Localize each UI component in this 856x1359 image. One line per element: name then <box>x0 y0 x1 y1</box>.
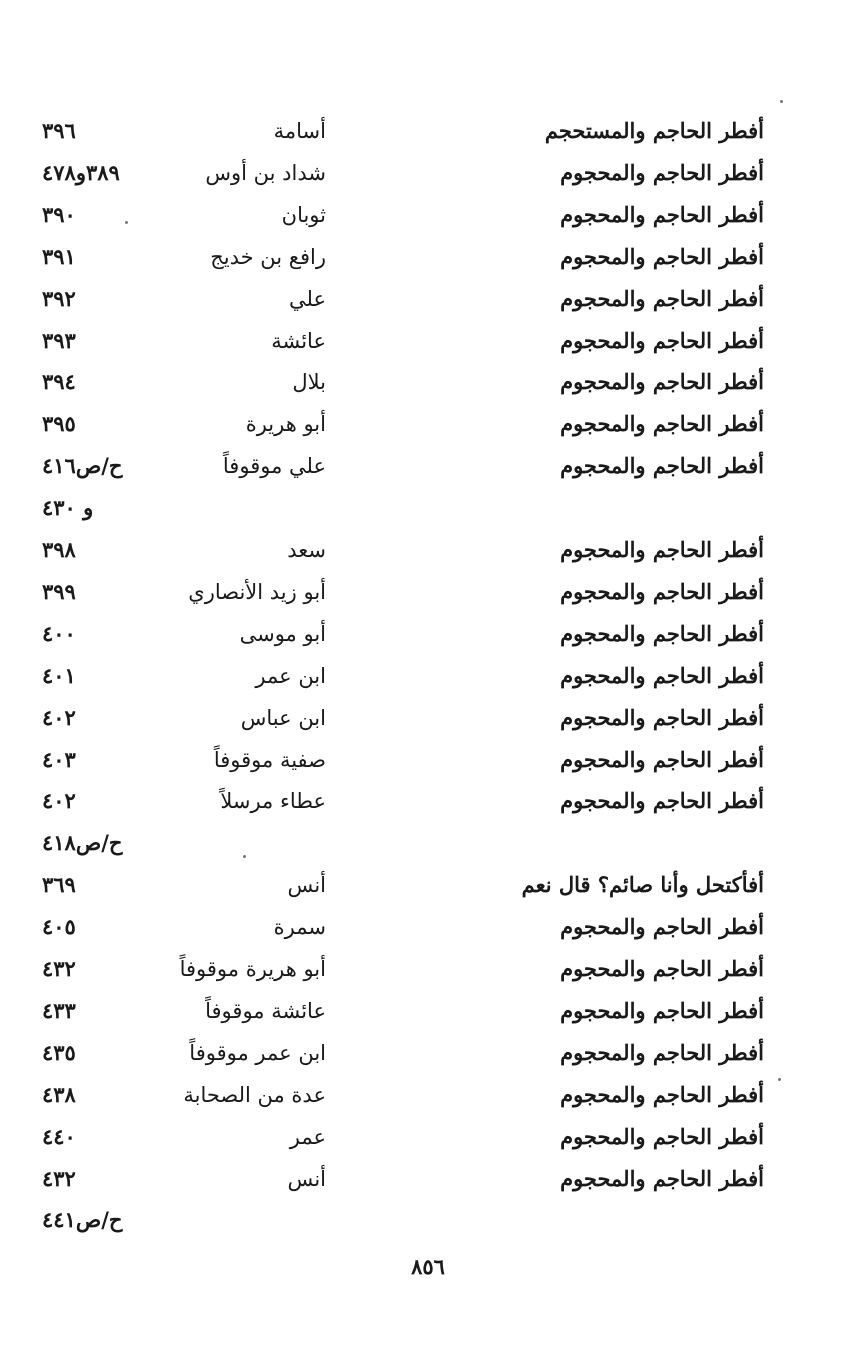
index-row <box>0 236 856 278</box>
reference-number: ٣٩٥ <box>42 411 76 436</box>
hadith-text: أفطر الحاجم والمحجوم <box>560 621 764 646</box>
narrator-name: ابن عباس <box>240 706 326 730</box>
scan-speck <box>780 100 783 103</box>
index-row <box>0 822 856 864</box>
narrator-name: عطاء مرسلاً <box>220 789 326 813</box>
index-row <box>0 906 856 948</box>
hadith-text <box>404 822 764 864</box>
reference-number: ٣٩٣ <box>42 328 76 353</box>
hadith-text: أفطر الحاجم والمحجوم <box>560 1124 764 1149</box>
scan-speck <box>778 1078 781 1081</box>
narrator-name: ابن عمر موقوفاً <box>189 1041 326 1065</box>
reference-number: ٣٩٦ <box>42 118 76 143</box>
reference-number: ٣٩٢ <box>42 286 76 311</box>
index-row <box>0 1158 856 1200</box>
index-row <box>0 445 856 487</box>
narrator-name: عدة من الصحابة <box>183 1083 326 1107</box>
hadith-text: أفطر الحاجم والمحجوم <box>560 579 764 604</box>
scan-speck <box>125 221 128 224</box>
reference-number: ح/ص٤١٦ <box>42 453 123 478</box>
narrator-name: عائشة موقوفاً <box>205 999 326 1023</box>
narrator-name: أنس <box>287 873 326 897</box>
hadith-text: أفطر الحاجم والمحجوم <box>560 1082 764 1107</box>
reference-number: و ٤٣٠ <box>42 495 94 520</box>
narrator-name: سمرة <box>273 915 326 939</box>
hadith-text: أفطر الحاجم والمستحجم <box>544 118 764 143</box>
narrator-name: أسامة <box>273 119 326 143</box>
index-row <box>0 990 856 1032</box>
hadith-text: أفطر الحاجم والمحجوم <box>560 160 764 185</box>
narrator-name: رافع بن خديج <box>210 245 326 269</box>
page-number: ٨٥٦ <box>411 1254 445 1279</box>
hadith-text: أفطر الحاجم والمحجوم <box>560 914 764 939</box>
narrator-name: أنس <box>287 1167 326 1191</box>
index-row <box>0 1074 856 1116</box>
hadith-text: أفطر الحاجم والمحجوم <box>560 411 764 436</box>
reference-number: ٤٠٢ <box>42 788 76 813</box>
reference-number: ٤٠٥ <box>42 914 76 939</box>
hadith-text: أفطر الحاجم والمحجوم <box>560 663 764 688</box>
index-row <box>0 1032 856 1074</box>
index-row <box>0 194 856 236</box>
index-row <box>0 110 856 152</box>
hadith-text: أفطر الحاجم والمحجوم <box>560 328 764 353</box>
reference-number: ح/ص٤٤١ <box>42 1207 123 1232</box>
scan-speck <box>243 855 246 858</box>
hadith-text: أفطر الحاجم والمحجوم <box>560 244 764 269</box>
hadith-text: أفطر الحاجم والمحجوم <box>560 788 764 813</box>
reference-number: ٤٤٠ <box>42 1124 76 1149</box>
narrator-name: عائشة <box>271 329 326 353</box>
hadith-text: أفطر الحاجم والمحجوم <box>560 202 764 227</box>
narrator-name: علي <box>289 287 326 311</box>
narrator-name: أبو هريرة موقوفاً <box>179 957 326 981</box>
hadith-text: أفطر الحاجم والمحجوم <box>560 705 764 730</box>
narrator-name: ثوبان <box>281 203 326 227</box>
reference-number: ٣٦٩ <box>42 872 76 897</box>
hadith-text: أفطر الحاجم والمحجوم <box>560 998 764 1023</box>
narrator-name: بلال <box>292 370 326 394</box>
index-row <box>0 613 856 655</box>
reference-number: ٤٠٢ <box>42 705 76 730</box>
narrator-name: ابن عمر <box>255 664 326 688</box>
index-row <box>0 948 856 990</box>
index-row <box>0 780 856 822</box>
index-row <box>0 739 856 781</box>
narrator-name: علي موقوفاً <box>222 454 326 478</box>
hadith-text: أفأكتحل وأنا صائم؟ قال نعم <box>521 872 764 897</box>
narrator-name: عمر <box>289 1125 326 1149</box>
reference-number: ٣٩٠ <box>42 202 76 227</box>
reference-number: ح/ص٤١٨ <box>42 830 123 855</box>
reference-number: ٣٩١ <box>42 244 76 269</box>
hadith-text: أفطر الحاجم والمحجوم <box>560 453 764 478</box>
index-row <box>0 320 856 362</box>
reference-number: ٤٠٠ <box>42 621 76 646</box>
narrator-name: أبو زيد الأنصاري <box>188 580 326 604</box>
hadith-text: أفطر الحاجم والمحجوم <box>560 286 764 311</box>
narrator-name: أبو موسى <box>239 622 326 646</box>
reference-number: ٤٣٥ <box>42 1040 76 1065</box>
index-row <box>0 697 856 739</box>
narrator-name: سعد <box>287 538 326 562</box>
index-row <box>0 403 856 445</box>
index-row <box>0 1199 856 1241</box>
hadith-text: أفطر الحاجم والمحجوم <box>560 1040 764 1065</box>
reference-number: ٤٣٢ <box>42 956 76 981</box>
hadith-text: أفطر الحاجم والمحجوم <box>560 956 764 981</box>
reference-number: ٤٠٣ <box>42 747 76 772</box>
index-row <box>0 529 856 571</box>
index-row <box>0 361 856 403</box>
reference-number: ٣٨٩و٤٧٨ <box>42 160 120 185</box>
narrator-name: شداد بن أوس <box>205 161 326 185</box>
index-row <box>0 487 856 529</box>
reference-number: ٤٣٨ <box>42 1082 76 1107</box>
hadith-text <box>404 487 764 529</box>
index-row <box>0 152 856 194</box>
index-row <box>0 278 856 320</box>
index-row <box>0 655 856 697</box>
narrator-name: صفية موقوفاً <box>213 748 326 772</box>
hadith-text: أفطر الحاجم والمحجوم <box>560 1166 764 1191</box>
hadith-text: أفطر الحاجم والمحجوم <box>560 747 764 772</box>
reference-number: ٤٣٣ <box>42 998 76 1023</box>
reference-number: ٣٩٩ <box>42 579 76 604</box>
narrator-name: أبو هريرة <box>245 412 326 436</box>
index-row <box>0 864 856 906</box>
index-row <box>0 1116 856 1158</box>
reference-number: ٤٣٢ <box>42 1166 76 1191</box>
reference-number: ٤٠١ <box>42 663 76 688</box>
index-row <box>0 571 856 613</box>
reference-number: ٣٩٤ <box>42 369 76 394</box>
hadith-text: أفطر الحاجم والمحجوم <box>560 369 764 394</box>
hadith-text: أفطر الحاجم والمحجوم <box>560 537 764 562</box>
hadith-text <box>404 1199 764 1241</box>
reference-number: ٣٩٨ <box>42 537 76 562</box>
